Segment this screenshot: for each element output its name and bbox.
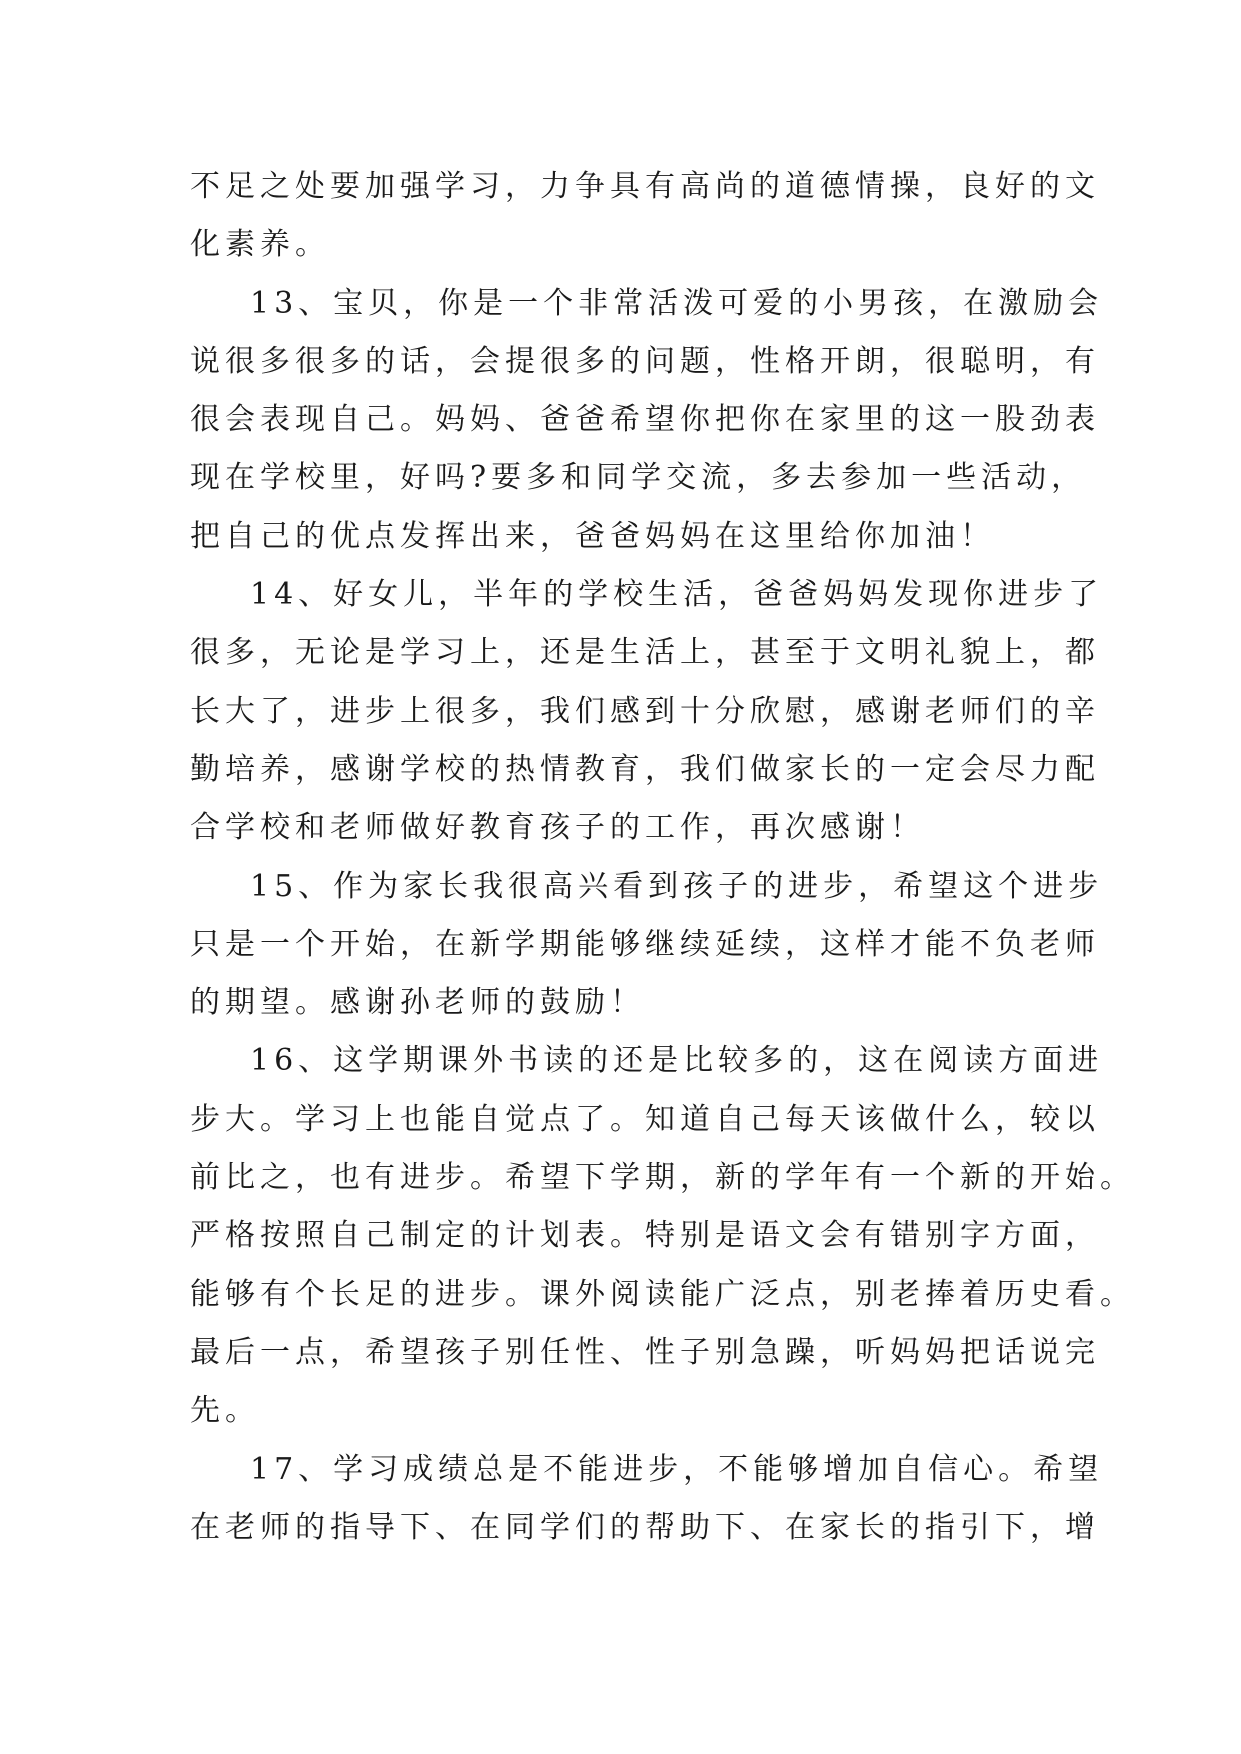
paragraph-16 (190, 1032, 1135, 1440)
text-line: 先。 (190, 1393, 260, 1429)
text-line: 最后一点，希望孩子别任性、性子别急躁，听妈妈把话说完 (190, 1334, 1100, 1370)
text-line: 16、这学期课外书读的还是比较多的，这在阅读方面进 (250, 1043, 1104, 1079)
text-line: 前比之，也有进步。希望下学期，新的学年有一个新的开始。 (190, 1160, 1135, 1196)
text-line: 把自己的优点发挥出来，爸爸妈妈在这里给你加油！ (190, 518, 995, 554)
text-line: 化素养。 (190, 227, 330, 263)
text-line: 的期望。感谢孙老师的鼓励！ (190, 985, 645, 1021)
text-line: 现在学校里，好吗?要多和同学交流，多去参加一些活动， (190, 460, 1087, 496)
text-line: 15、作为家长我很高兴看到孩子的进步，希望这个进步 (250, 868, 1104, 904)
text-line: 严格按照自己制定的计划表。特别是语文会有错别字方面， (190, 1218, 1100, 1254)
text-line: 只是一个开始，在新学期能够继续延续，这样才能不负老师 (190, 926, 1100, 962)
text-line: 能够有个长足的进步。课外阅读能广泛点，别老捧着历史看。 (190, 1276, 1135, 1312)
text-line: 很会表现自己。妈妈、爸爸希望你把你在家里的这一股劲表 (190, 402, 1100, 438)
paragraph-13 (190, 275, 1104, 566)
paragraph-17 (190, 1441, 1104, 1558)
text-line: 勤培养，感谢学校的热情教育，我们做家长的一定会尽力配 (190, 751, 1100, 787)
paragraph-continuation (190, 158, 1100, 275)
text-line: 很多，无论是学习上，还是生活上，甚至于文明礼貌上，都 (190, 635, 1100, 671)
text-line: 步大。学习上也能自觉点了。知道自己每天该做什么，较以 (190, 1101, 1100, 1137)
text-line: 合学校和老师做好教育孩子的工作，再次感谢！ (190, 810, 925, 846)
text-line: 长大了，进步上很多，我们感到十分欣慰，感谢老师们的辛 (190, 693, 1100, 729)
text-line: 说很多很多的话，会提很多的问题，性格开朗，很聪明，有 (190, 343, 1100, 379)
text-line: 14、好女儿，半年的学校生活，爸爸妈妈发现你进步了 (250, 577, 1104, 613)
text-line: 13、宝贝，你是一个非常活泼可爱的小男孩，在激励会 (250, 285, 1104, 321)
paragraph-15 (190, 858, 1104, 1033)
text-line: 不足之处要加强学习，力争具有高尚的道德情操，良好的文 (190, 169, 1100, 204)
text-line: 在老师的指导下、在同学们的帮助下、在家长的指引下，增 (190, 1509, 1100, 1545)
text-line: 17、学习成绩总是不能进步，不能够增加自信心。希望 (250, 1451, 1104, 1487)
paragraph-14 (190, 566, 1104, 857)
document-body (190, 158, 1135, 1557)
